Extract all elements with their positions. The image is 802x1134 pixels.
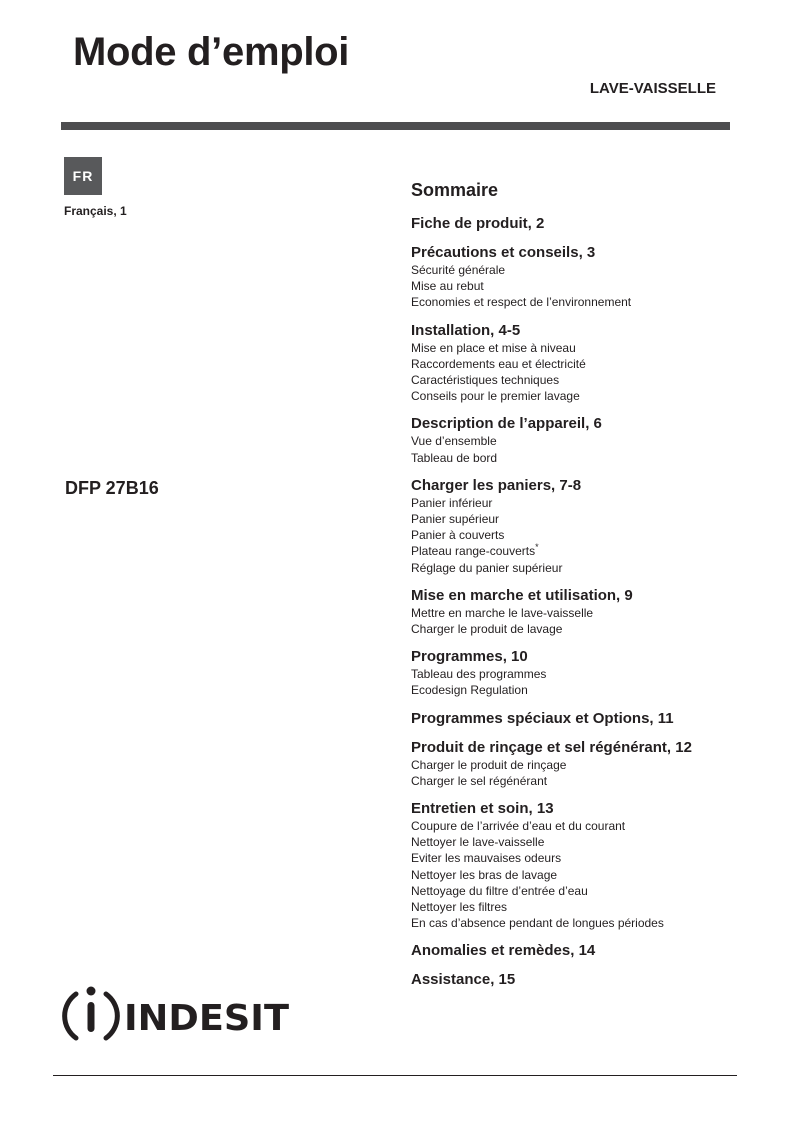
toc-section-title: Programmes spéciaux et Options, 11 <box>411 709 674 727</box>
toc-section <box>411 799 741 931</box>
toc-item: Mise en place et mise à niveau <box>411 340 576 355</box>
toc-section-title: Précautions et conseils, 3 <box>411 244 596 261</box>
toc-section <box>411 214 741 233</box>
toc-section-title: Installation, 4-5 <box>411 321 521 339</box>
toc-item: Coupure de l’arrivée d’eau et du courant <box>411 819 626 834</box>
toc-item: Eviter les mauvaises odeurs <box>411 851 562 866</box>
language-label: Français, 1 <box>64 204 127 218</box>
toc-item: Charger le produit de lavage <box>411 622 563 637</box>
toc-section <box>411 709 741 728</box>
product-category: LAVE-VAISSELLE <box>589 80 716 97</box>
toc-section <box>411 321 741 405</box>
toc-item: Panier inférieur <box>411 495 493 510</box>
footer-divider <box>53 1075 737 1076</box>
toc-item: Tableau des programmes <box>411 667 547 682</box>
toc-item: Nettoyage du filtre d’entrée d’eau <box>411 883 588 898</box>
toc-item: En cas d’absence pendant de longues périodes <box>411 916 664 931</box>
toc-item-with-footnote <box>411 543 741 559</box>
toc-section <box>411 476 741 576</box>
toc-item: Mettre en marche le lave-vaisselle <box>411 605 594 620</box>
toc-section <box>411 586 741 637</box>
toc-item: Charger le sel régénérant <box>411 773 548 788</box>
toc-section <box>411 970 741 989</box>
toc-item: Raccordements eau et électricité <box>411 356 586 371</box>
page-title: Mode d’emploi <box>73 30 350 74</box>
model-number: DFP 27B16 <box>65 478 159 498</box>
table-of-contents <box>411 180 741 999</box>
toc-section <box>411 243 741 311</box>
toc-section <box>411 414 741 465</box>
toc-section-title: Description de l’appareil, 6 <box>411 415 602 433</box>
toc-item: Sécurité générale <box>411 263 506 277</box>
toc-item: Ecodesign Regulation <box>411 683 528 698</box>
toc-section-title: Mise en marche et utilisation, 9 <box>411 586 633 604</box>
toc-section-title: Produit de rinçage et sel régénérant, 12 <box>411 738 692 756</box>
toc-item: Panier à couverts <box>411 528 505 543</box>
toc-item: Panier supérieur <box>411 512 500 527</box>
toc-section-title: Anomalies et remèdes, 14 <box>411 942 596 960</box>
toc-item: Economies et respect de l’environnement <box>411 295 632 310</box>
toc-item: Vue d’ensemble <box>411 434 497 449</box>
toc-section-title: Programmes, 10 <box>411 648 528 666</box>
toc-item-text: Plateau range-couverts <box>411 544 536 559</box>
toc-section-title: Assistance, 15 <box>411 971 516 989</box>
footnote-mark: * <box>535 542 539 553</box>
language-badge: FR <box>64 157 102 195</box>
indesit-logo <box>62 982 292 1046</box>
toc-item: Charger le produit de rinçage <box>411 757 567 772</box>
toc-item: Réglage du panier supérieur <box>411 560 563 575</box>
toc-heading: Sommaire <box>411 180 499 200</box>
toc-section-title: Entretien et soin, 13 <box>411 800 554 818</box>
brand-wordmark: INDESIT <box>124 998 290 1039</box>
toc-section <box>411 647 741 698</box>
toc-item: Tableau de bord <box>411 450 498 465</box>
toc-item: Caractéristiques techniques <box>411 373 560 388</box>
toc-section <box>411 941 741 960</box>
toc-item: Conseils pour le premier lavage <box>411 389 580 404</box>
toc-section-title: Fiche de produit, 2 <box>411 215 545 232</box>
toc-item: Nettoyer les bras de lavage <box>411 867 558 882</box>
toc-item: Nettoyer le lave-vaisselle <box>411 835 545 850</box>
toc-item: Nettoyer les filtres <box>411 900 508 915</box>
toc-section <box>411 738 741 789</box>
toc-section-title: Charger les paniers, 7-8 <box>411 476 582 494</box>
toc-item: Mise au rebut <box>411 279 484 294</box>
header-divider <box>61 122 730 130</box>
